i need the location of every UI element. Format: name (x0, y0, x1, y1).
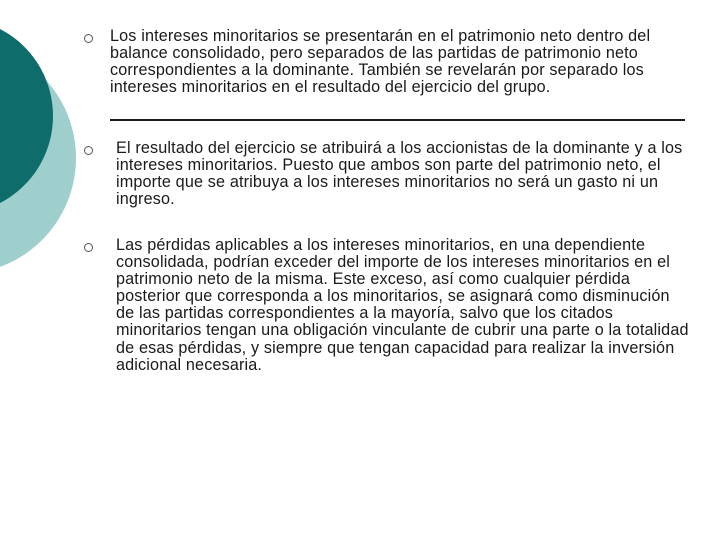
hollow-circle-bullet-icon (84, 34, 93, 43)
bullet-text: Los intereses minoritarios se presentarán en el patrimonio neto dentro del balance consolidado, pero separados de las partidas de patrimonio neto correspondientes a la dominante. También se revelarán por separado los intereses minoritarios en el resultado del ejercicio del grupo. (110, 27, 651, 97)
bullet-text: El resultado del ejercicio se atribuirá a los accionistas de la dominante y a los intereses minoritarios. Puesto que ambos son parte del patrimonio neto, el importe que se atribuya a los intereses minoritarios no será un gasto ni un ingreso. (116, 139, 683, 209)
hollow-circle-bullet-icon (84, 146, 93, 155)
divider (110, 119, 685, 121)
bullet-text: Las pérdidas aplicables a los intereses minoritarios, en una dependiente consolidada, podrían exceder del importe de los intereses minoritarios en el patrimonio neto de la misma. Este exceso, así como cualquier pérdida posterior que corresponda a los minoritarios, se asignará como disminución de las partidas correspondientes a la mayoría, salvo que los citados minoritarios tengan una obligación vinculante de cubrir una parte o la totalidad de esas pérdidas, y siempre que tengan capacidad para realizar la inversión adicional necesaria. (116, 236, 689, 374)
hollow-circle-bullet-icon (84, 243, 93, 252)
